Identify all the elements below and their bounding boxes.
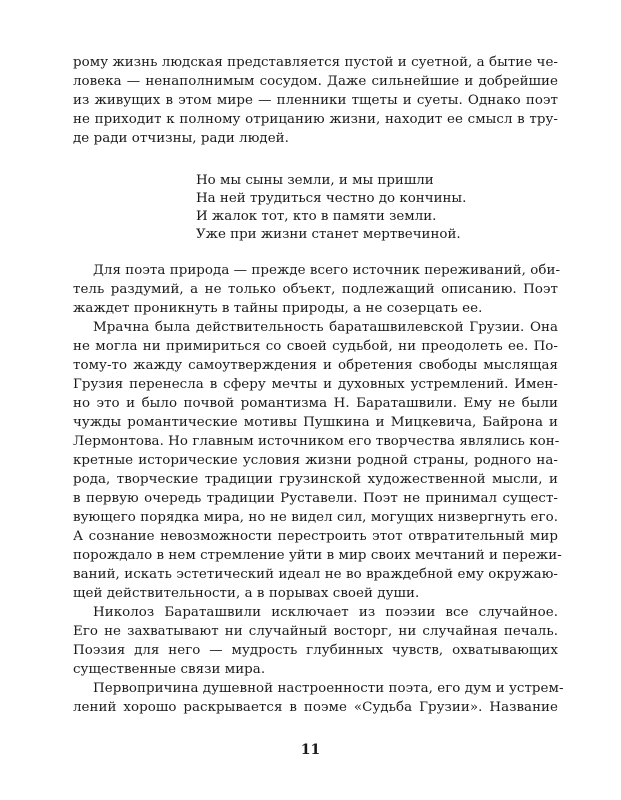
paragraph-line: Первопричина душевной настроенности поэта, его дум и устрем-: [93, 681, 564, 696]
paragraph-line: Грузия перенесла в сферу мечты и духовных устремлений. Имен-: [73, 377, 558, 392]
paragraph-line: в первую очередь традиции Руставели. Поэт не принимал сущест-: [73, 491, 558, 506]
paragraph-line: Мрачна была действительность бараташвилевской Грузии. Она: [93, 320, 558, 335]
paragraph-line: из живущих в этом мире — пленники тщеты и суеты. Однако поэт: [73, 93, 558, 108]
paragraph-line: Николоз Бараташвили исключает из поэзии все случайное.: [93, 605, 558, 620]
paragraph-line: не приходит к полному отрицанию жизни, находит ее смысл в тру-: [73, 112, 558, 127]
paragraph-line: тель раздумий, а не только объект, подлежащий описанию. Поэт: [73, 282, 558, 297]
paragraph-line: ловека — ненаполнимым сосудом. Даже сильнейшие и добрейшие: [73, 74, 558, 89]
paragraph-line: ваний, искать эстетический идеал не во враждебной ему окружаю-: [73, 567, 558, 582]
paragraph-line: порождало в нем стремление уйти в мир своих мечтаний и пережи-: [73, 548, 562, 563]
paragraph-line: Для поэта природа — прежде всего источник переживаний, оби-: [93, 263, 561, 278]
paragraph-line: не могла ни примириться со своей судьбой, ни преодолеть ее. По-: [73, 339, 558, 354]
paragraph-line: вующего порядка мира, но не видел сил, могущих низвергнуть его.: [73, 510, 558, 525]
paragraph-line: Лермонтова. Но главным источником его творчества являлись кон-: [73, 434, 560, 449]
paragraph-line: жаждет проникнуть в тайны природы, а не созерцать ее.: [73, 301, 483, 316]
verse-line: Уже при жизни станет мертвечиной.: [196, 227, 461, 242]
paragraph-line: лений хорошо раскрывается в поэме «Судьба Грузии». Название: [73, 700, 558, 715]
paragraph-line: рому жизнь людская представляется пустой и суетной, а бытие че-: [73, 55, 558, 70]
verse-line: Но мы сыны земли, и мы пришли: [196, 173, 434, 188]
paragraph-line: Поэзия для него — мудрость глубинных чувств, охватывающих: [73, 643, 558, 658]
verse-line: И жалок тот, кто в памяти земли.: [196, 209, 437, 224]
paragraph-line: А сознание невозможности перестроить этот отвратительный мир: [73, 529, 558, 544]
paragraph-line: существенные связи мира.: [73, 662, 266, 677]
verse-line: На ней трудиться честно до кончины.: [196, 191, 467, 206]
paragraph-line: тому-то жажду самоутверждения и обретения свободы мыслящая: [73, 358, 558, 373]
paragraph-line: кретные исторические условия жизни родной страны, родного на-: [73, 453, 558, 468]
paragraph-line: Его не захватывают ни случайный восторг, ни случайная печаль.: [73, 624, 558, 639]
paragraph-line: рода, творческие традиции грузинской художественной мысли, и: [73, 472, 558, 487]
paragraph-line: чужды романтические мотивы Пушкина и Мицкевича, Байрона и: [73, 415, 558, 430]
paragraph-line: щей действительности, а в порывах своей души.: [73, 586, 420, 601]
paragraph-line: де ради отчизны, ради людей.: [73, 131, 289, 146]
page-number: 11: [300, 742, 321, 758]
paragraph-line: но это и было почвой романтизма Н. Бараташвили. Ему не были: [73, 396, 558, 411]
